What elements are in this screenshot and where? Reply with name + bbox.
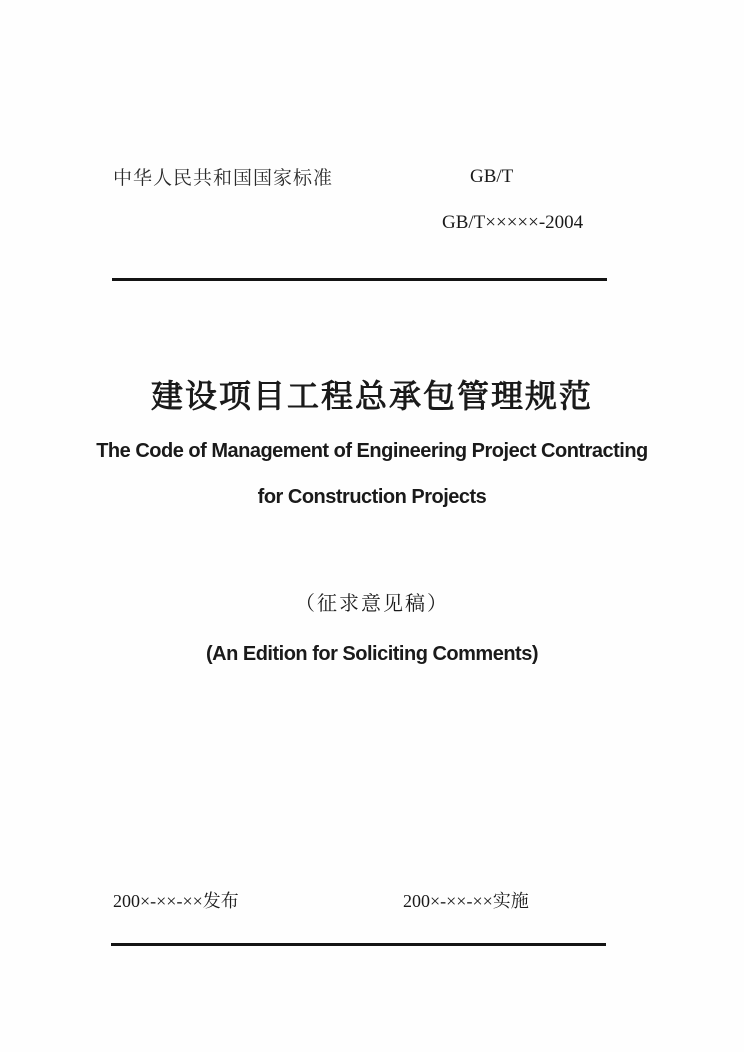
document-title-english-line2: for Construction Projects	[257, 486, 487, 508]
standard-number: GB/T×××××-2004	[442, 212, 584, 233]
bottom-rule	[111, 943, 606, 946]
national-standard-label: 中华人民共和国国家标准	[113, 168, 334, 189]
implementation-date: 200×-××-××实施	[403, 891, 529, 911]
draft-notice-english: (An Edition for Soliciting Comments)	[206, 643, 538, 665]
draft-notice-chinese: （征求意见稿）	[295, 593, 449, 615]
issue-date: 200×-××-××发布	[113, 891, 239, 911]
top-rule	[112, 278, 607, 281]
document-title-chinese: 建设项目工程总承包管理规范	[150, 378, 593, 414]
document-title-english-line1: The Code of Management of Engineering Project Contracting	[96, 440, 648, 462]
standard-code: GB/T	[470, 166, 514, 187]
